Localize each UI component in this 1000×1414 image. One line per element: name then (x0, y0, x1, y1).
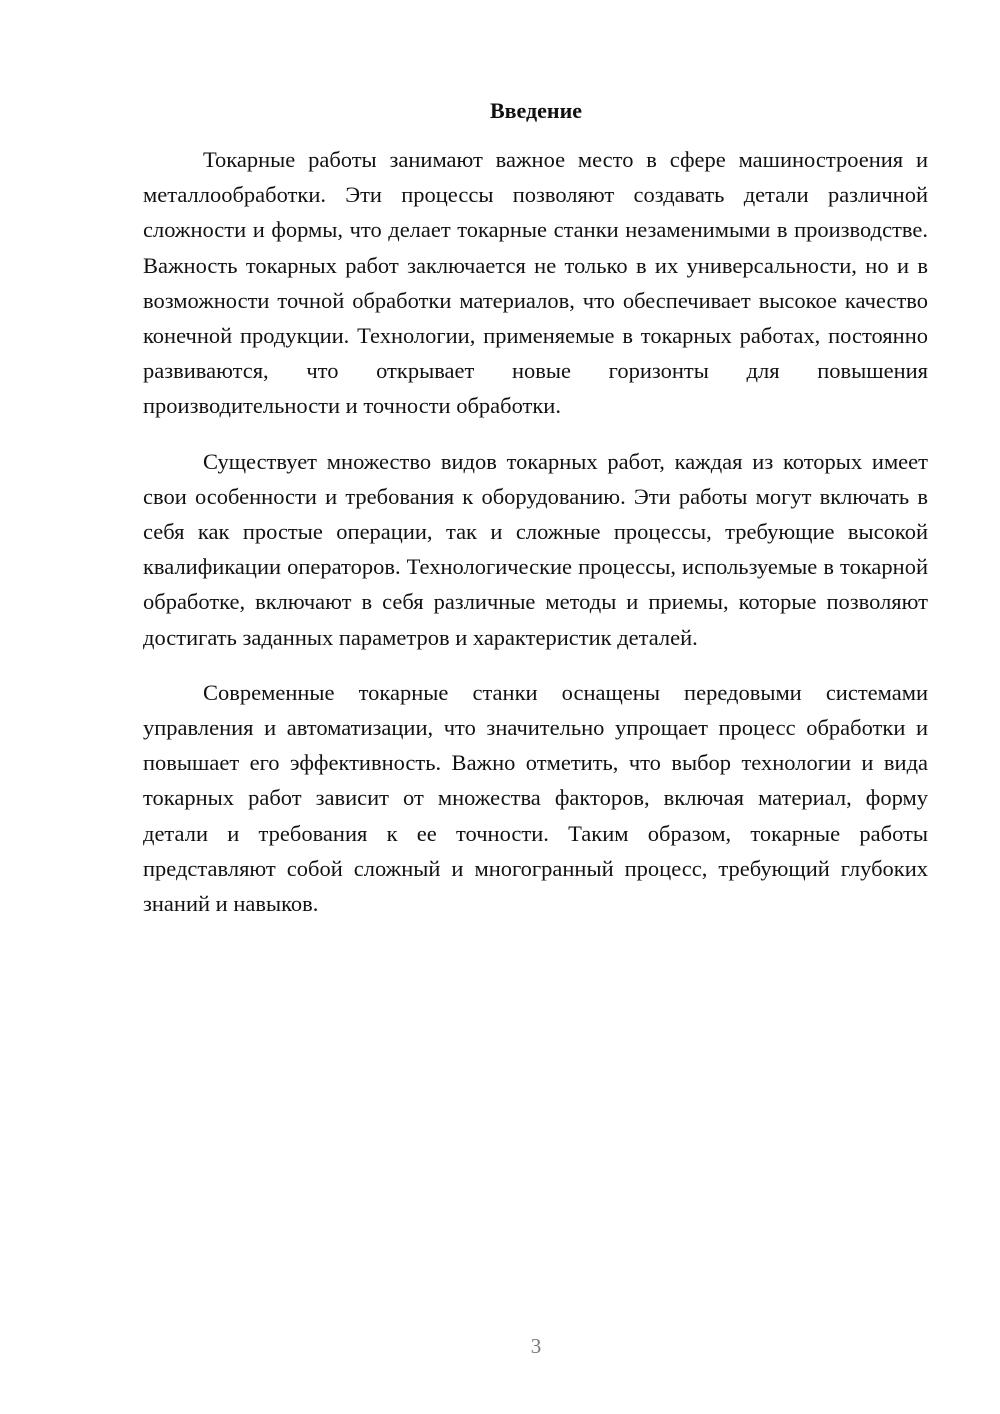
section-heading: Введение (489, 98, 583, 123)
paragraph-2: Существует множество видов токарных работ, каждая из которых имеет свои особенности и требования к оборудованию. Эти работы могут включать в себя как простые операции, так и сложные процессы, требующие высокой квалификации операторов. Технологические процессы, используемые в токарной обработке, включают в себя различные методы и приемы, которые позволяют достигать заданных параметров и характеристик деталей. (143, 448, 928, 650)
paragraph-1: Токарные работы занимают важное место в сфере машиностроения и металлообработки. Эти процессы позволяют создавать детали различной сложности и формы, что делает токарные станки незаменимыми в производстве. Важность токарных работ заключается не только в их универсальности, но и в возможности точной обработки материалов, что обеспечивает высокое качество конечной продукции. Технологии, применяемые в токарных работах, постоянно развиваются, что открывает новые горизонты для повышения производительности и точности обработки. (143, 147, 928, 419)
page-number: 3 (530, 1334, 542, 1358)
paragraph-3: Современные токарные станки оснащены передовыми системами управления и автоматизации, что значительно упрощает процесс обработки и повышает его эффективность. Важно отметить, что выбор технологии и вида токарных работ зависит от множества факторов, включая материал, форму детали и требования к ее точности. Таким образом, токарные работы представляют собой сложный и многогранный процесс, требующий глубоких знаний и навыков. (143, 679, 928, 917)
body-text (143, 142, 928, 941)
